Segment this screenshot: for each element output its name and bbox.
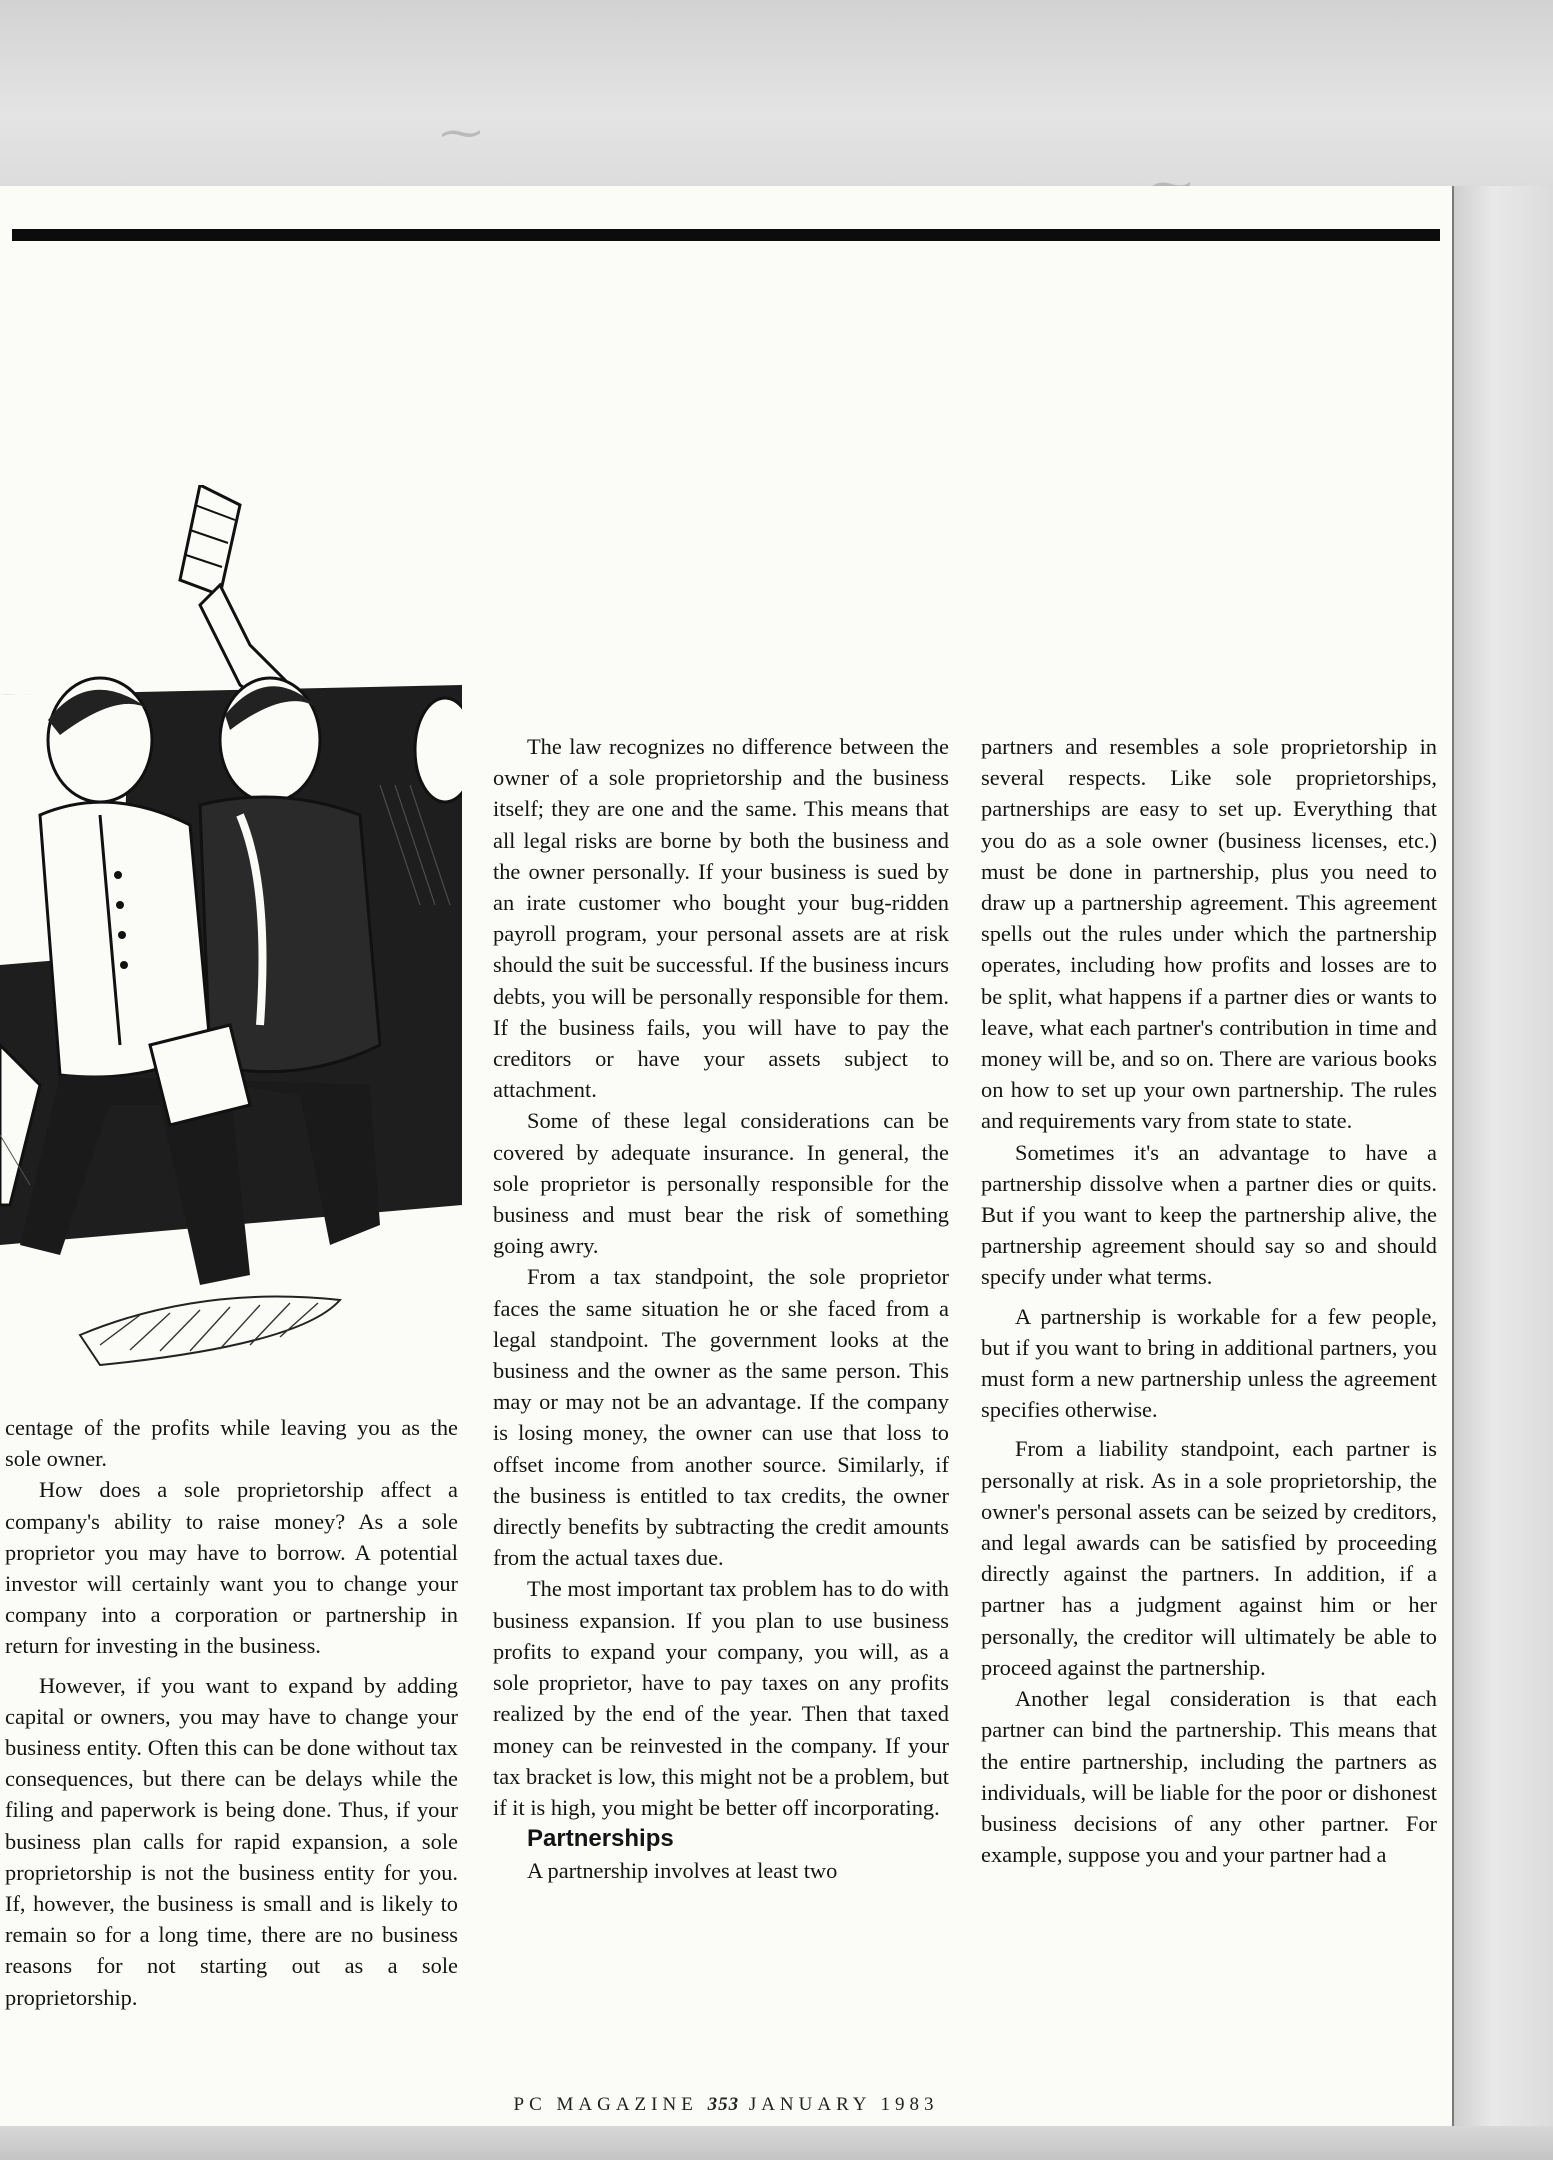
paragraph: How does a sole proprietorship affect a company's ability to raise money? As a sole proprietor you may have to borrow. A potential investor will certainly want you to change your company into a corporation or partnership in return for investing in the business. <box>5 1477 458 1659</box>
paragraph: Another legal consideration is that each partner can bind the partnership. This means that the entire partnership, including the partners as individuals, will be liable for the poor or dishonest business decisions of any other partner. For example, suppose you and your partner had a <box>981 1686 1437 1868</box>
scan-margin-bottom <box>0 2126 1553 2160</box>
businessmen-illustration <box>0 485 462 1390</box>
paragraph: A partnership involves at least two <box>527 1858 838 1884</box>
paragraph: The law recognizes no difference between the owner of a sole proprietorship and the business itself; they are one and the same. This means that all legal risks are borne by both the business and the owner personally. If your business is sued by an irate customer who bought your bug-ridden payroll program, your personal assets are at risk should the suit be successful. If the business incurs debts, you will be personally responsible for them. If the business fails, you will have to pay the creditors or have your assets subject to attachment. <box>493 734 949 1103</box>
paragraph: From a tax standpoint, the sole proprietor faces the same situation he or she faced from a legal standpoint. The government looks at the business and the owner as the same person. This may or may not be an advantage. If the company is losing money, the owner can use that loss to offset income from another source. Similarly, if the business is entitled to tax credits, the owner directly benefits by subtracting the credit amounts from the actual taxes due. <box>493 1264 949 1571</box>
paragraph: However, if you want to expand by adding capital or owners, you may have to change your business entity. Often this can be done without tax consequences, but there can be delays while the filing and paperwork is being done. Thus, if your business plan calls for rapid expansion, a sole proprietorship is not the business entity for you. If, however, the business is small and is likely to remain so for a long time, there are no business reasons for not starting out as a sole proprietorship. <box>5 1672 458 2010</box>
paragraph: From a liability standpoint, each partner is personally at risk. As in a sole proprietorship, the owner's personal assets can be seized by creditors, and legal awards can be satisfied by proceeding directly against the partners. In addition, if a partner has a judgment against him or her personally, the creditor will ultimately be able to proceed against the partnership. <box>981 1436 1437 1680</box>
article-column-3 <box>981 731 1437 1870</box>
header-rule <box>12 229 1440 241</box>
scan-margin-right <box>1454 186 1553 2160</box>
paragraph: The most important tax problem has to do with business expansion. If you plan to use business profits to expand your company, you will, as a sole proprietor, have to pay taxes on any profits realized by the end of the year. Then that taxed money can be reinvested in the company. If your tax bracket is low, this might not be a problem, but if it is high, you might be better off incorporating. <box>493 1576 949 1820</box>
paragraph: partners and resembles a sole proprietorship in several respects. Like sole proprietorships, partnerships are easy to set up. Everything that you do as a sole owner (business licenses, etc.) must be done in partnership, plus you need to draw up a partnership agreement. This agreement spells out the rules under which the partnership operates, including how profits and losses are to be split, what happens if a partner dies or wants to leave, what each partner's contribution in time and money will be, and so on. There are various books on how to set up your own partnership. The rules and requirements vary from state to state. <box>981 734 1437 1134</box>
page-number: 353 <box>707 2094 740 2115</box>
paragraph: Sometimes it's an advantage to have a partnership dissolve when a partner dies or quits. But if you want to keep the partnership alive, the partnership agreement should say so and should specify under what terms. <box>981 1139 1437 1290</box>
article-column-2 <box>493 731 949 1886</box>
page-footer <box>0 2094 1452 2116</box>
article-column-1 <box>5 1412 458 2013</box>
paragraph: A partnership is workable for a few people, but if you want to bring in additional partners, you must form a new partnership unless the agreement specifies otherwise. <box>981 1303 1437 1423</box>
paragraph: Some of these legal considerations can be covered by adequate insurance. In general, the sole proprietor is personally responsible for the business and must bear the risk of something going awry. <box>493 1108 949 1259</box>
issue-date: JANUARY 1983 <box>748 2094 939 2115</box>
paper-sheet <box>150 1025 250 1125</box>
magazine-name: PC MAGAZINE <box>513 2094 698 2115</box>
scan-smudge-mark: ⁓ <box>440 111 482 157</box>
section-heading: Partnerships <box>527 1825 674 1853</box>
scan-background-top <box>0 0 1553 190</box>
paragraph: centage of the profits while leaving you as the sole owner. <box>5 1415 458 1472</box>
papers <box>180 485 240 595</box>
head-right <box>415 698 462 802</box>
